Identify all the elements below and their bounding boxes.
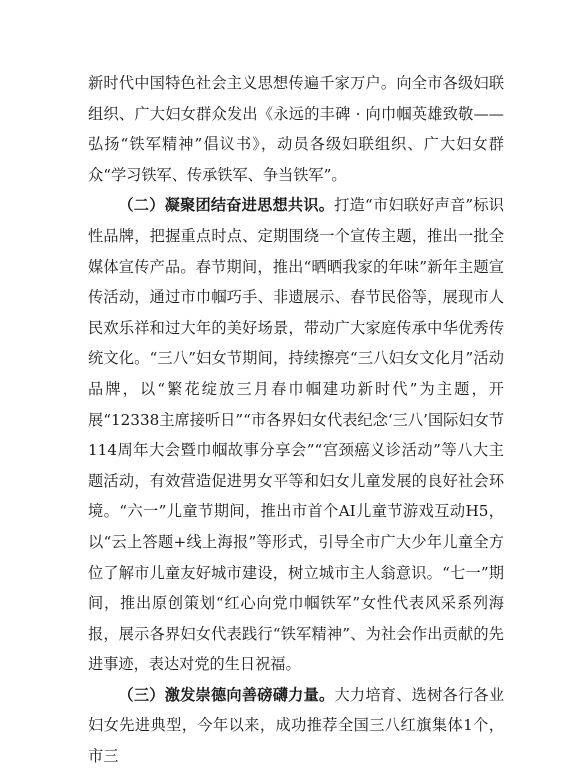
paragraph-3-heading: （三）激发崇德向善磅礴力量。 <box>118 685 335 704</box>
paragraph-3-text: 大力培育、选树各行各业妇女先进典型，今年以来，成功推荐全国三八红旗集体1个，市三 <box>88 685 505 766</box>
document-body <box>88 68 504 772</box>
paragraph-1 <box>88 68 504 190</box>
paragraph-2 <box>88 190 504 680</box>
paragraph-2-heading: （二）凝聚团结奋进思想共识。 <box>118 196 335 215</box>
paragraph-1-text: 新时代中国特色社会主义思想传遍千家万户。向全市各级妇联组织、广大妇女群众发出《永远的丰碑 · 向巾帼英雄致敬——弘扬“铁军精神”倡议书》，动员各级妇联组织、广大妇女群众“学习铁军、传承铁军、争当铁军”。 <box>88 74 504 184</box>
paragraph-2-text: 打造“市妇联好声音”标识性品牌，把握重点时点、定期围绕一个宣传主题，推出一批全媒体宣传产品。春节期间，推出“晒晒我家的年味”新年主题宣传活动，通过市巾帼巧手、非遗展示、春节民俗等，展现市人民欢乐祥和过大年的美好场景，带动广大家庭传承中华优秀传统文化。“三八”妇女节期间，持续擦亮“三八妇女文化月”活动品牌，以“繁花绽放三月春巾帼建功新时代”为主题，开展“12338主席接听日”“市各界妇女代表纪念‘三八’国际妇女节114周年大会暨巾帼故事分享会”“宫颈癌义诊活动”等八大主题活动，有效营造促进男女平等和妇女儿童发展的良好社会环境。“六一”儿童节期间，推出市首个AI儿童节游戏互动H5，以“云上答题+线上海报”等形式，引导全市广大少年儿童全方位了解市儿童友好城市建设，树立城市主人翁意识。“七一”期间，推出原创策划“红心向党巾帼铁军”女性代表风采系列海报，展示各界妇女代表践行“铁军精神”、为社会作出贡献的先进事迹，表达对党的生日祝福。 <box>88 196 504 674</box>
paragraph-3 <box>88 680 504 772</box>
